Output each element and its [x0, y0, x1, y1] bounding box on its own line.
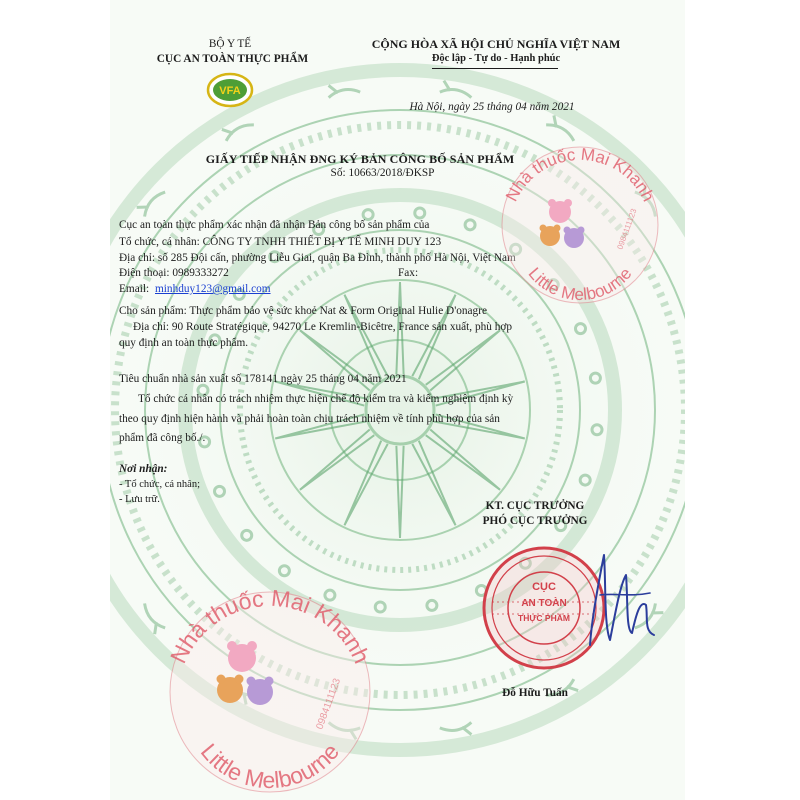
product-address-line-1: Địa chỉ: 90 Route Stratégique, 94270 Le Kremlin-Bicêtre, France sản xuất, phù hợp: [133, 321, 512, 333]
signer-name: Đỗ Hữu Tuấn: [502, 687, 568, 699]
bird-motif: [83, 281, 105, 315]
watermark-phone: 0984111123: [615, 207, 639, 251]
pharmacy-watermark-top: [490, 140, 670, 310]
fax-line: Fax:: [398, 267, 419, 279]
responsibility-line-3: phẩm đã công bố./.: [119, 432, 206, 444]
ministry-name: BỘ Y TẾ: [208, 38, 252, 50]
standard-line: Tiêu chuẩn nhà sản xuất số 178141 ngày 25 tháng 04 năm 2021: [119, 373, 407, 385]
vfa-logo-text: VFA: [219, 85, 241, 97]
bird-motif: [68, 394, 80, 426]
watermark-bottom-arc-text: Little Melbourne: [524, 264, 636, 305]
watermark-top-arc-text: Nhà thuốc Mai Khanh: [501, 144, 659, 205]
phone-line: Điện thoại: 0989333272: [119, 267, 229, 279]
recipient-item: - Tổ chức, cá nhân;: [119, 479, 201, 490]
national-motto: Độc lập - Tự do - Hạnh phúc: [431, 53, 561, 64]
watermark-phone: 0984111123: [314, 677, 344, 732]
product-line: Cho sản phẩm: Thực phẩm bảo vệ sức khoẻ Nat & Form Original Hulie D'onagre: [119, 305, 487, 317]
responsibility-line-2: theo quy định hiện hành và phải hoàn toàn chịu trách nhiệm về tính phù hợp của sản: [119, 413, 500, 425]
bird-motif: [695, 281, 717, 315]
email-label: Email:: [119, 283, 150, 295]
recipient-item: - Lưu trữ.: [119, 494, 160, 505]
document-title: GIẤY TIẾP NHẬN ĐNG KÝ BẢN CÔNG BỐ SẢN PHẨM: [205, 152, 515, 166]
document-number: Số: 10663/2018/ĐKSP: [330, 167, 435, 179]
country-name: CỘNG HÒA XÃ HỘI CHỦ NGHĨA VIỆT NAM: [371, 37, 621, 51]
pharmacy-watermark-bottom: [150, 580, 390, 800]
recipients-label: Nơi nhận:: [119, 463, 168, 475]
vfa-logo: [203, 70, 257, 110]
intro-line: Cục an toàn thực phẩm xác nhận đã nhận Bản công bố sản phẩm của: [119, 219, 430, 231]
agency-name: CỤC AN TOÀN THỰC PHẨM: [156, 53, 309, 65]
email-link[interactable]: minhduy123@gmail.com: [155, 283, 271, 295]
seal-line-3: THỰC PHẨM: [518, 613, 570, 623]
bird-motif: [695, 504, 717, 538]
signature-title-1: KT. CỤC TRƯỞNG: [485, 500, 585, 512]
org-line: Tổ chức, cá nhân: CÔNG TY TNHH THIẾT BỊ Y TẾ MINH DUY 123: [119, 236, 442, 248]
seal-line-1: CỤC: [532, 581, 556, 593]
handwritten-signature: [560, 545, 670, 665]
watermark-bottom-arc-text: Little Melbourne: [195, 738, 345, 794]
signature-title-2: PHÓ CỤC TRƯỞNG: [482, 515, 588, 527]
responsibility-line-1: Tổ chức cá nhân có trách nhiệm thực hiện chế độ kiểm tra và kiểm nghiệm định kỳ: [138, 393, 514, 405]
bird-motif: [720, 394, 732, 426]
product-address-line-2: quy định an toàn thực phẩm.: [119, 337, 249, 349]
motto-underline: [432, 68, 558, 69]
watermark-top-arc-text: Nhà thuốc Mai Khanh: [164, 584, 376, 668]
org-address-line: Địa chỉ: số 285 Đội cấn, phường Liễu Giai, quận Ba Đình, thành phố Hà Nội, Việt Nam: [119, 252, 516, 264]
seal-line-2: AN TOÀN: [521, 598, 567, 609]
bird-motif: [83, 504, 105, 538]
issue-date: Hà Nội, ngày 25 tháng 04 năm 2021: [409, 101, 575, 113]
